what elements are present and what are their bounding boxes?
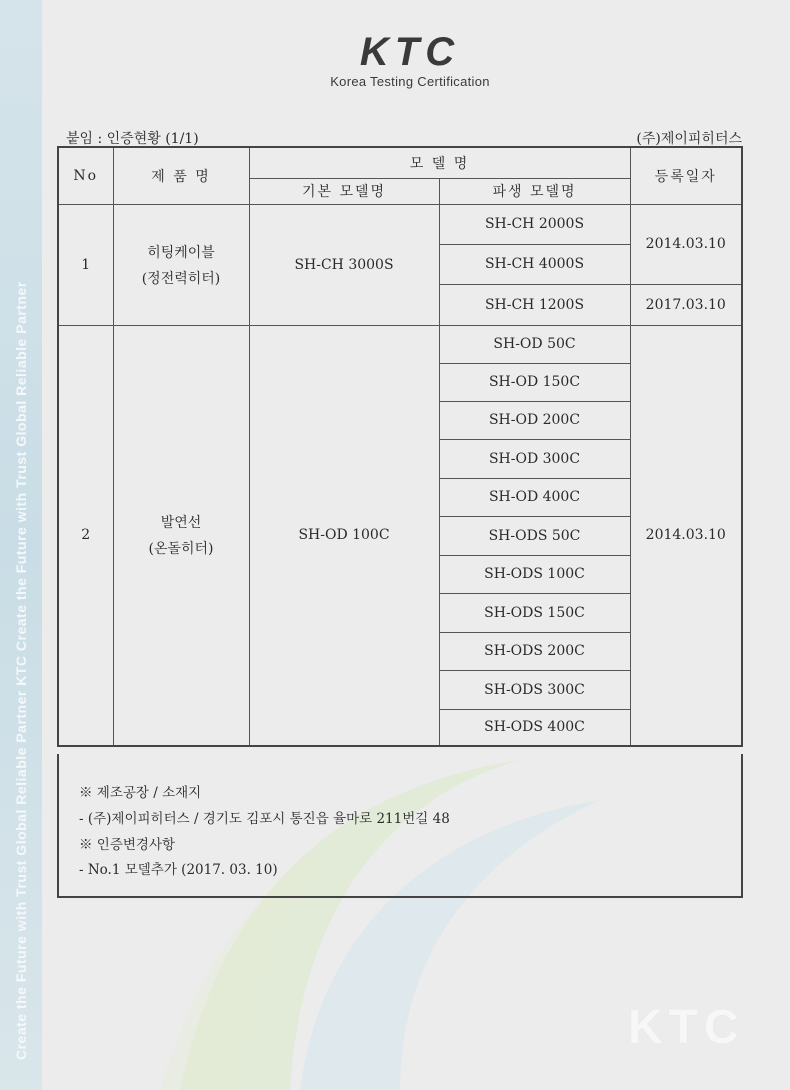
ktc-watermark: KTC [628,1001,745,1054]
change-detail: - No.1 모델추가 (2017. 03. 10) [79,862,278,878]
derived-model: SH-ODS 200C [439,632,630,670]
product-name-line: 발연선 [160,515,202,532]
row-no: 1 [58,204,113,325]
product-name [113,325,249,746]
reg-date: 2014.03.10 [630,325,742,746]
row-no: 2 [58,325,113,746]
derived-model: SH-ODS 100C [439,555,630,593]
product-name [113,204,249,325]
company-name: (주)제이피히터스 [636,131,742,147]
side-band-slogan: Create the Future with Trust Global Reliable Partner KTC Create the Future with Trust Global Reliable Partner [13,281,29,1060]
header-no: No [58,147,113,204]
derived-model: SH-OD 400C [439,478,630,516]
derived-model: SH-OD 200C [439,401,630,439]
derived-model: SH-ODS 400C [439,709,630,746]
product-name-sub: (정전력히터) [141,270,221,287]
table-row [58,325,742,363]
base-model: SH-OD 100C [249,325,439,746]
header-reg-date: 등록일자 [630,147,742,204]
derived-model: SH-ODS 300C [439,670,630,709]
logo-subtitle: Korea Testing Certification [330,74,490,89]
notes-section [57,754,743,898]
header-derived-model: 파생 모델명 [439,178,630,204]
logo-mark: KTC [359,30,461,74]
header-product: 제 품 명 [113,147,249,204]
derived-model: SH-ODS 50C [439,516,630,555]
derived-model: SH-ODS 150C [439,593,630,632]
ktc-logo [300,30,520,100]
header-base-model: 기본 모델명 [249,178,439,204]
certification-table [57,146,743,747]
attachment-title: 붙임 : 인증현황 (1/1) [66,131,199,147]
derived-model: SH-OD 300C [439,439,630,478]
factory-title: ※ 제조공장 / 소재지 [79,785,202,801]
table-row [58,204,742,244]
base-model: SH-CH 3000S [249,204,439,325]
product-name-line: 히팅케이블 [147,244,215,261]
reg-date: 2014.03.10 [630,204,742,284]
derived-model: SH-CH 4000S [439,244,630,284]
change-title: ※ 인증변경사항 [79,837,176,853]
factory-detail: - (주)제이피히터스 / 경기도 김포시 통진읍 율마로 211번길 48 [79,811,450,827]
derived-model: SH-OD 150C [439,363,630,401]
header-model-group: 모 델 명 [249,147,630,178]
derived-model: SH-OD 50C [439,325,630,363]
derived-model: SH-CH 1200S [439,284,630,325]
derived-model: SH-CH 2000S [439,204,630,244]
reg-date: 2017.03.10 [630,284,742,325]
product-name-sub: (온돌히터) [148,541,214,558]
